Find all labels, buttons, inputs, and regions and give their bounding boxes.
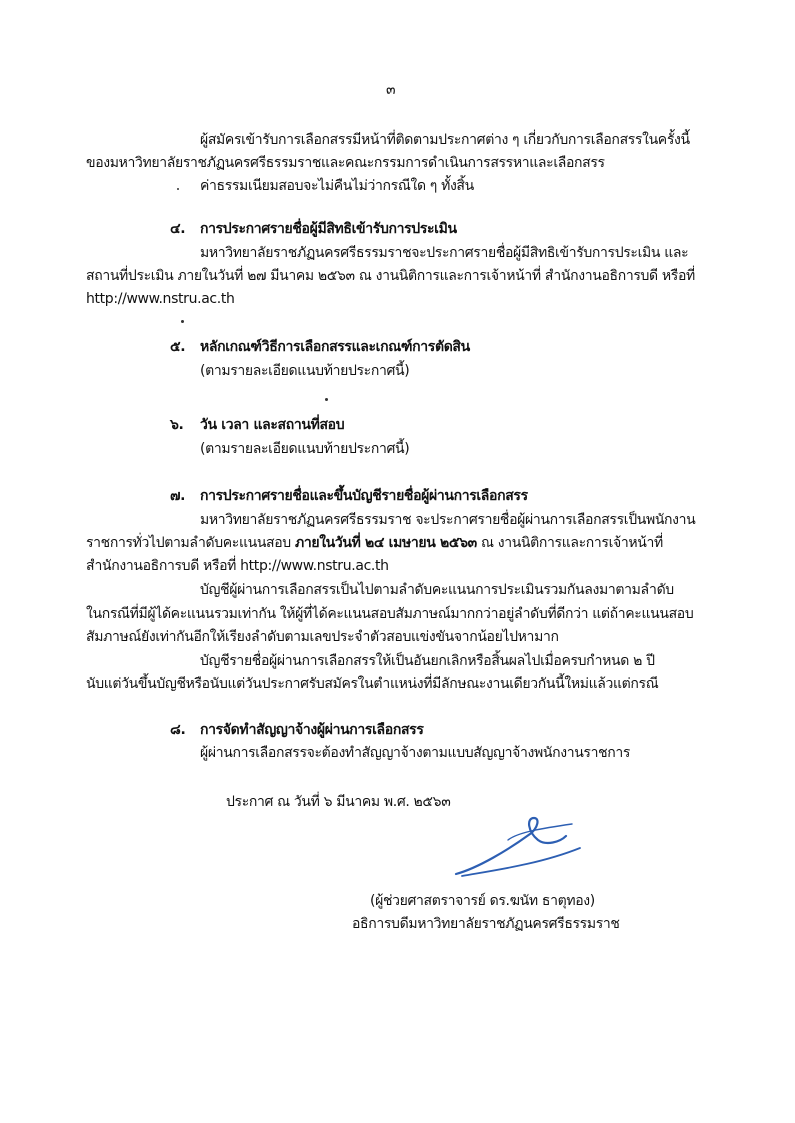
section-8-title: การจัดทำสัญญาจ้างผู้ผ่านการเลือกสรร [200,722,424,738]
page-number: ๓ [386,82,396,98]
section-4-number: ๔. [170,221,186,237]
section-8-number: ๘. [170,722,186,738]
section-4-heading [170,219,457,239]
signer-name: (ผู้ช่วยศาสตราจารย์ ดร.ฆนัท ธาตุทอง) [370,893,595,909]
section-4-line-2: สถานที่ประเมิน ภายในวันที่ ๒๗ มีนาคม ๒๕๖๓ ณ งานนิติการและการเจ้าหน้าที่ สำนักงานอธิการบดี หรือที่ [86,268,695,284]
stray-mark [177,188,179,190]
section-4-url: http://www.nstru.ac.th [86,291,235,307]
section-7-p2-line-1: บัญชีผู้ผ่านการเลือกสรรเป็นไปตามลำดับคะแนนการประเมินรวมกันลงมาตามลำดับ [200,582,674,598]
section-7-p1-line-2 [86,533,663,553]
signer-position: อธิการบดีมหาวิทยาลัยราชภัฏนครศรีธรรมราช [352,916,620,932]
section-7-number: ๗. [170,488,186,504]
section-6-number: ๖. [170,417,184,433]
section-7-p1-line-1: มหาวิทยาลัยราชภัฏนครศรีธรรมราช จะประกาศรายชื่อผู้ผ่านการเลือกสรรเป็นพนักงาน [200,512,696,528]
section-5-title: หลักเกณฑ์วิธีการเลือกสรรและเกณฑ์การตัดสิน [200,339,470,355]
section-7-p3-line-1: บัญชีรายชื่อผู้ผ่านการเลือกสรรให้เป็นอันยกเลิกหรือสิ้นผลไปเมื่อครบกำหนด ๒ ปี [200,653,655,669]
section-6-note: (ตามรายละเอียดแนบท้ายประกาศนี้) [200,441,410,457]
section-6-title: วัน เวลา และสถานที่สอบ [200,417,345,433]
intro-line-3: ค่าธรรมเนียมสอบจะไม่คืนไม่ว่ากรณีใด ๆ ทั้งสิ้น [200,178,474,194]
section-7-deadline: ภายในวันที่ ๒๔ เมษายน ๒๕๖๓ [294,535,477,551]
section-5-heading [170,337,470,357]
section-7-p1-line-2-b: ณ งานนิติการและการเจ้าหน้าที่ [476,535,663,551]
section-8-line-1: ผู้ผ่านการเลือกสรรจะต้องทำสัญญาจ้างตามแบบสัญญาจ้างพนักงานราชการ [200,745,631,761]
signature-image [448,810,588,882]
section-7-title: การประกาศรายชื่อและขึ้นบัญชีรายชื่อผู้ผ่านการเลือกสรร [200,488,528,504]
section-7-p3-line-2: นับแต่วันขึ้นบัญชีหรือนับแต่วันประกาศรับสมัครในตำแหน่งที่มีลักษณะงานเดียวกันนี้ใหม่แล้วแต่กรณี [86,676,659,692]
section-7-p2-line-3: สัมภาษณ์ยังเท่ากันอีกให้เรียงลำดับตามเลขประจำตัวสอบแข่งขันจากน้อยไปหามาก [86,629,559,645]
section-4-line-1: มหาวิทยาลัยราชภัฏนครศรีธรรมราชจะประกาศรายชื่อผู้มีสิทธิเข้ารับการประเมิน และ [200,245,689,261]
section-8-heading [170,720,424,740]
stray-mark [325,398,328,401]
section-5-note: (ตามรายละเอียดแนบท้ายประกาศนี้) [200,363,410,379]
section-7-p1-line-2-a: ราชการทั่วไปตามลำดับคะแนนสอบ [86,535,295,551]
announce-date: ประกาศ ณ วันที่ ๖ มีนาคม พ.ศ. ๒๕๖๓ [226,794,451,810]
section-7-heading [170,486,528,506]
intro-line-2: ของมหาวิทยาลัยราชภัฏนครศรีธรรมราชและคณะกรรมการดำเนินการสรรหาและเลือกสรร [86,155,605,171]
section-7-p1-line-3: สำนักงานอธิการบดี หรือที่ http://www.nstru.ac.th [86,558,389,574]
section-4-title: การประกาศรายชื่อผู้มีสิทธิเข้ารับการประเมิน [200,221,457,237]
stray-mark [181,320,184,323]
section-7-p2-line-2: ในกรณีที่มีผู้ได้คะแนนรวมเท่ากัน ให้ผู้ที่ได้คะแนนสอบสัมภาษณ์มากกว่าอยู่ลำดับที่ดีกว่า แต่ถ้าคะแนนสอบ [86,606,694,622]
section-5-number: ๕. [170,339,186,355]
section-6-heading [170,415,344,435]
intro-line-1: ผู้สมัครเข้ารับการเลือกสรรมีหน้าที่ติดตามประกาศต่าง ๆ เกี่ยวกับการเลือกสรรในครั้งนี้ [200,132,690,148]
